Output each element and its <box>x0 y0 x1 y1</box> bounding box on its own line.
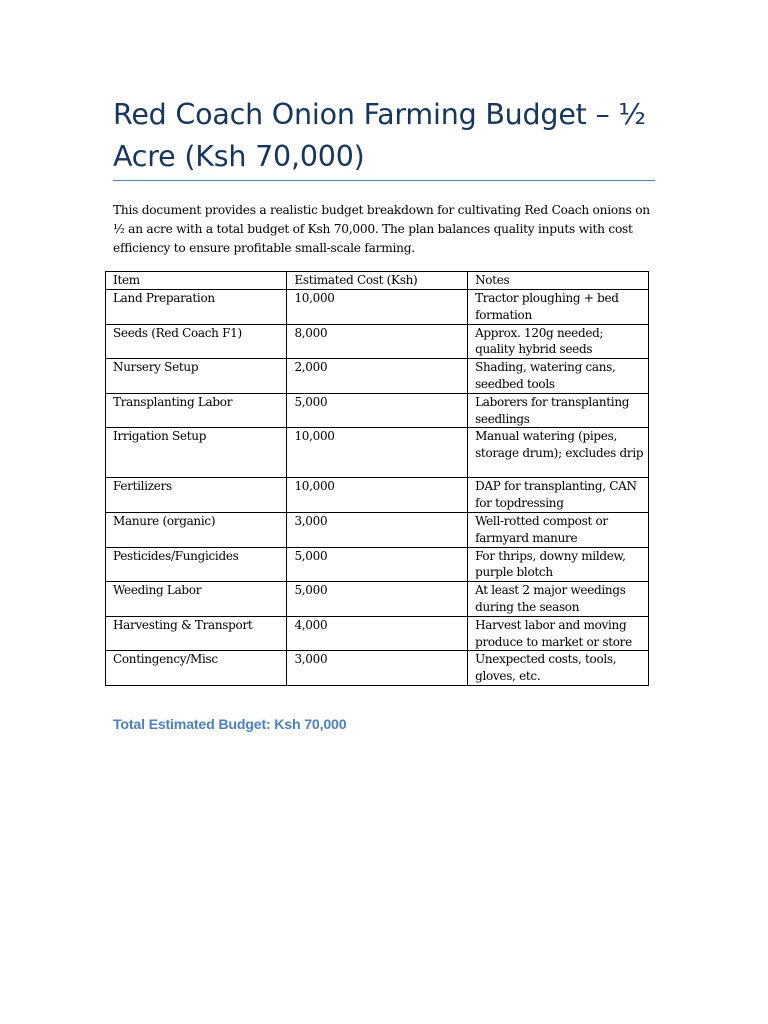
table-row <box>106 512 649 547</box>
cell-notes: DAP for transplanting, CAN for topdressing <box>468 478 649 513</box>
cell-item: Fertilizers <box>106 478 287 513</box>
cell-cost: 10,000 <box>287 478 468 513</box>
title-underline <box>113 180 655 181</box>
table-row <box>106 651 649 686</box>
cell-item: Nursery Setup <box>106 359 287 394</box>
table-row <box>106 428 649 478</box>
table-header-row <box>106 272 649 290</box>
cell-notes: At least 2 major weedings during the season <box>468 582 649 617</box>
cell-item: Seeds (Red Coach F1) <box>106 324 287 359</box>
cell-item: Contingency/Misc <box>106 651 287 686</box>
cell-notes: Well-rotted compost or farmyard manure <box>468 512 649 547</box>
table-row <box>106 582 649 617</box>
cell-notes: Shading, watering cans, seedbed tools <box>468 359 649 394</box>
header-item: Item <box>106 272 287 290</box>
cell-item: Weeding Labor <box>106 582 287 617</box>
document-title: Red Coach Onion Farming Budget – ½ Acre (Ksh 70,000) <box>113 98 646 173</box>
cell-cost: 3,000 <box>287 512 468 547</box>
table-row <box>106 393 649 428</box>
table-row <box>106 290 649 325</box>
cell-cost: 8,000 <box>287 324 468 359</box>
header-notes: Notes <box>468 272 649 290</box>
total-budget-heading: Total Estimated Budget: Ksh 70,000 <box>113 717 347 733</box>
cell-item: Harvesting & Transport <box>106 616 287 651</box>
cell-notes: Laborers for transplanting seedlings <box>468 393 649 428</box>
cell-cost: 10,000 <box>287 428 468 478</box>
cell-notes: Tractor ploughing + bed formation <box>468 290 649 325</box>
cell-cost: 10,000 <box>287 290 468 325</box>
cell-item: Land Preparation <box>106 290 287 325</box>
table-row <box>106 478 649 513</box>
cell-item: Pesticides/Fungicides <box>106 547 287 582</box>
budget-table <box>105 271 649 686</box>
cell-notes: Approx. 120g needed; quality hybrid seeds <box>468 324 649 359</box>
intro-paragraph: This document provides a realistic budget breakdown for cultivating Red Coach onions on ½ an acre with a total budget of Ksh 70,000. The plan balances quality inputs with cost efficiency to ensure profitable small-scale farming. <box>113 203 650 255</box>
cell-cost: 3,000 <box>287 651 468 686</box>
cell-cost: 5,000 <box>287 393 468 428</box>
cell-cost: 5,000 <box>287 582 468 617</box>
header-cost: Estimated Cost (Ksh) <box>287 272 468 290</box>
cell-notes: Harvest labor and moving produce to market or store <box>468 616 649 651</box>
cell-item: Transplanting Labor <box>106 393 287 428</box>
cell-notes: For thrips, downy mildew, purple blotch <box>468 547 649 582</box>
table-row <box>106 616 649 651</box>
cell-cost: 5,000 <box>287 547 468 582</box>
cell-notes: Manual watering (pipes, storage drum); excludes drip <box>468 428 649 478</box>
cell-item: Irrigation Setup <box>106 428 287 478</box>
cell-item: Manure (organic) <box>106 512 287 547</box>
cell-cost: 4,000 <box>287 616 468 651</box>
table-row <box>106 324 649 359</box>
table-row <box>106 359 649 394</box>
cell-notes: Unexpected costs, tools, gloves, etc. <box>468 651 649 686</box>
cell-cost: 2,000 <box>287 359 468 394</box>
table-row <box>106 547 649 582</box>
